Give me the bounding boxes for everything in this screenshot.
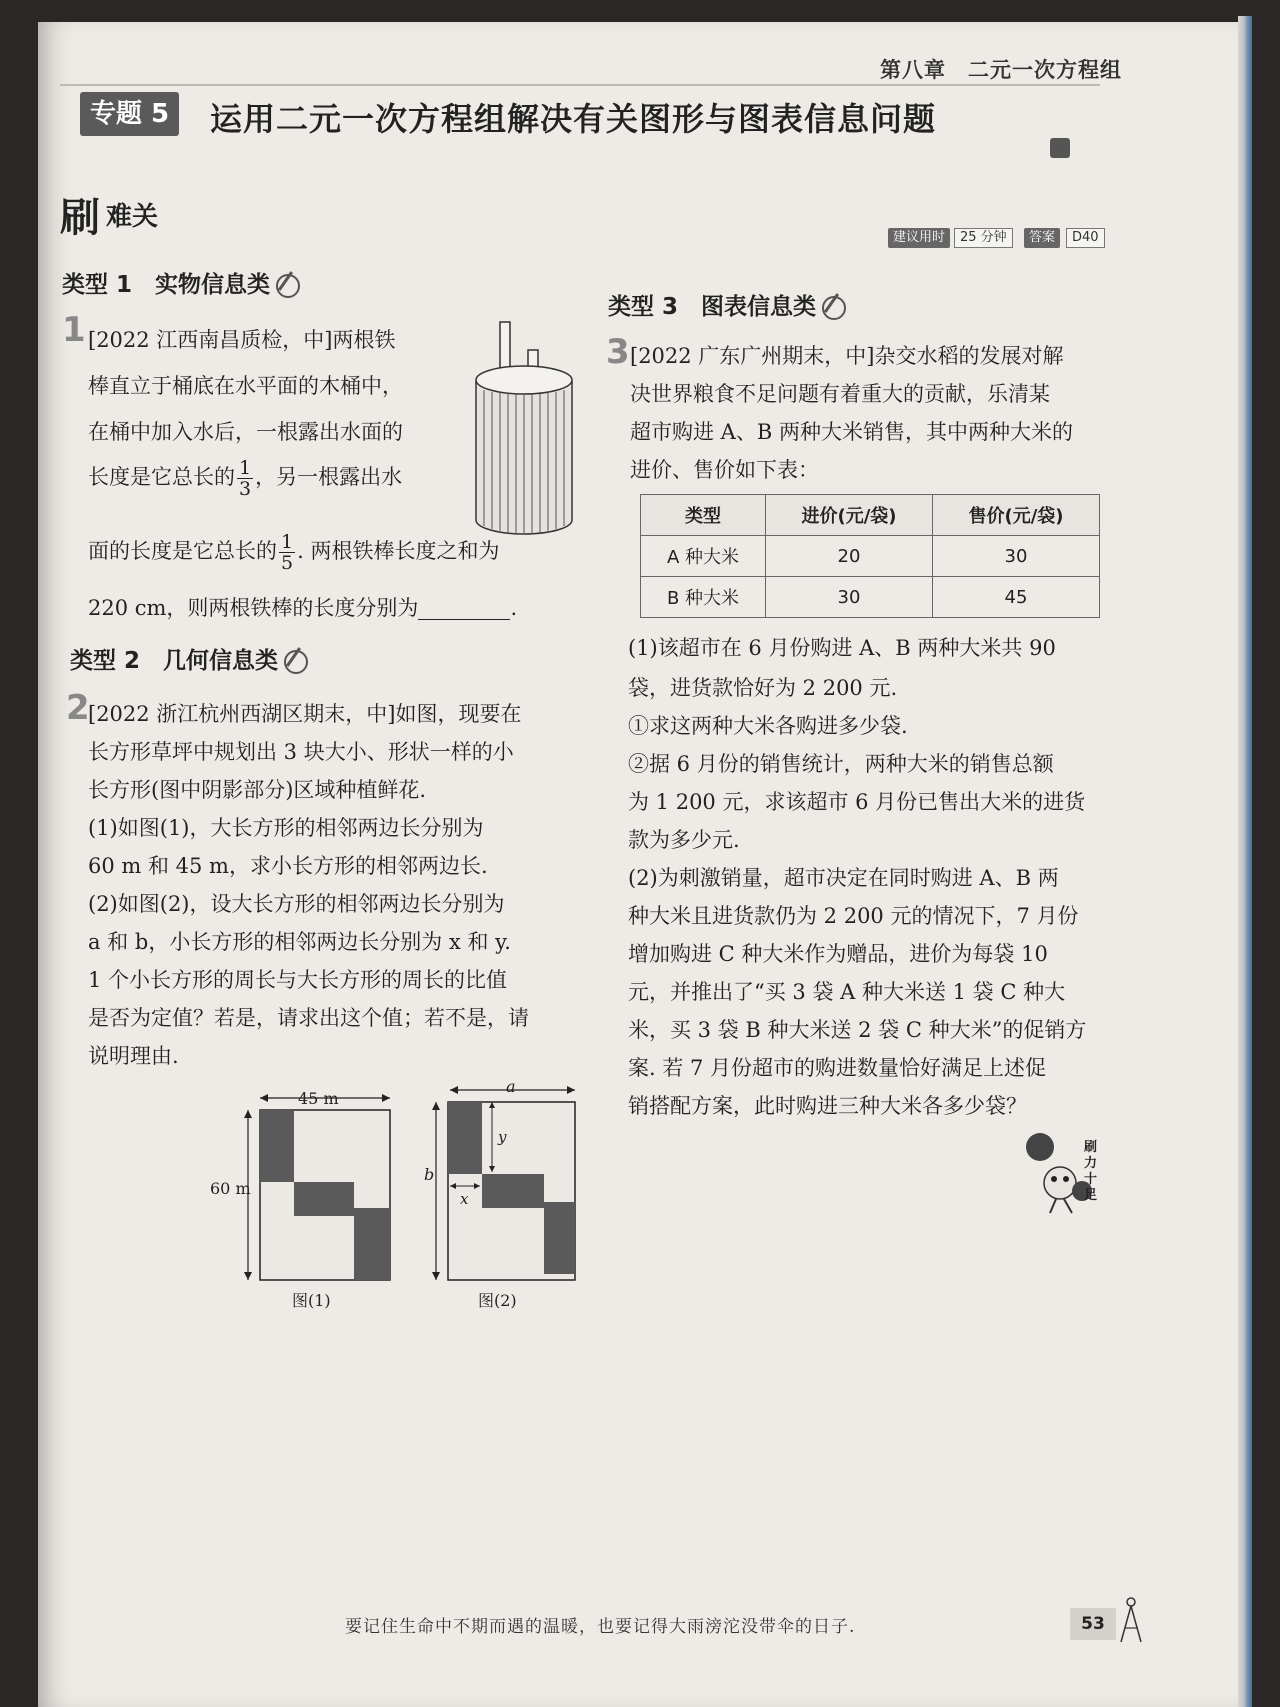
q3-part-line: ②据 6 月份的销售统计，两种大米的销售总额	[628, 752, 1054, 776]
fraction: $\frac{1}{3}$	[239, 457, 252, 500]
chapter-header: 第八章 二元一次方程组	[880, 57, 1122, 82]
q2-line: 1 个小长方形的周长与大长方形的周长的比值	[88, 968, 508, 992]
rice-price-table	[640, 494, 1100, 618]
puzzle-icon	[1050, 138, 1070, 158]
topic-title: 运用二元一次方程组解决有关图形与图表信息问题	[210, 100, 937, 138]
q3-part-line: ①求这两种大米各购进多少袋.	[628, 714, 908, 738]
q2-line: (1)如图(1)，大长方形的相邻两边长分别为	[88, 816, 484, 840]
table-header: 进价(元/袋)	[766, 495, 933, 536]
q2-line: 长方形草坪中规划出 3 块大小、形状一样的小	[88, 740, 514, 764]
fig1-height-label: 60 m	[210, 1179, 251, 1198]
fraction: $\frac{1}{5}$	[281, 531, 294, 574]
q3-part-line: 增加购进 C 种大米作为赠品，进价为每袋 10	[628, 942, 1048, 966]
q1-line: 220 cm，则两根铁棒的长度分别为 .	[88, 596, 518, 620]
q3-part-line: 为 1 200 元，求该超市 6 月份已售出大米的进货	[628, 790, 1086, 814]
mascot-text: 刷力十足	[1084, 1140, 1098, 1203]
section-title: 类型 1 实物信息类	[62, 266, 300, 299]
q3-part-line: 米，买 3 袋 B 种大米送 2 袋 C 种大米”的促销方	[628, 1018, 1087, 1042]
q3-part-line: 款为多少元.	[628, 828, 740, 852]
q3-line: 决世界粮食不足问题有着重大的贡献，乐清某	[630, 382, 1050, 406]
topic-badge: 专题 5	[80, 92, 179, 136]
answer-value: D40	[1066, 228, 1105, 248]
q2-line: (2)如图(2)，设大长方形的相邻两边长分别为	[88, 892, 505, 916]
fig2-height-label: b	[424, 1165, 435, 1184]
table-header-row	[641, 495, 1100, 536]
figure-1	[200, 1080, 410, 1310]
table-cell: B 种大米	[641, 577, 766, 618]
fig2-x-label: x	[460, 1190, 469, 1208]
fig2-width-label: a	[506, 1080, 516, 1096]
pen-icon	[284, 650, 308, 674]
q3-line: 超市购进 A、B 两种大米销售，其中两种大米的	[630, 420, 1073, 444]
q1-line: 在桶中加入水后，一根露出水面的	[88, 420, 403, 444]
q3-part-line: (1)该超市在 6 月份购进 A、B 两种大米共 90	[628, 636, 1056, 660]
q3-part-line: 种大米且进货款仍为 2 200 元的情况下，7 月份	[628, 904, 1079, 928]
q3-part-line: (2)为刺激销量，超市决定在同时购进 A、B 两	[628, 866, 1059, 890]
difficulty-label: 难关	[106, 202, 159, 232]
q2-line: [2022 浙江杭州西湖区期末，中]如图，现要在	[88, 702, 522, 726]
question-number: 3	[606, 332, 630, 372]
footer-quote: 要记住生命中不期而遇的温暖，也要记得大雨滂沱没带伞的日子.	[345, 1617, 856, 1637]
time-value: 25 分钟	[954, 228, 1013, 248]
question-number: 2	[66, 688, 90, 728]
table-cell: 45	[933, 577, 1100, 618]
table-cell: A 种大米	[641, 536, 766, 577]
fig1-width-label: 45 m	[298, 1089, 339, 1108]
book-edge	[1238, 16, 1252, 1707]
q1-line: 长度是它总长的 $\frac{1}{3}$ ，另一根露出水	[88, 457, 403, 500]
compass-icon	[1118, 1596, 1144, 1644]
table-row	[641, 577, 1100, 618]
q2-line: 60 m 和 45 m，求小长方形的相邻两边长.	[88, 854, 488, 878]
q1-line: 面的长度是它总长的 $\frac{1}{5}$ . 两根铁棒长度之和为	[88, 531, 500, 574]
pen-icon	[276, 274, 300, 298]
q2-line: 长方形(图中阴影部分)区域种植鲜花.	[88, 778, 427, 802]
q2-line: 说明理由.	[88, 1044, 179, 1068]
q3-part-line: 销搭配方案，此时购进三种大米各多少袋？	[628, 1094, 1027, 1118]
pen-icon	[822, 296, 846, 320]
page-number: 53	[1070, 1608, 1116, 1640]
table-row	[641, 536, 1100, 577]
fig2-y-label: y	[498, 1128, 507, 1146]
q3-part-line: 案. 若 7 月份超市的购进数量恰好满足上述促	[628, 1056, 1047, 1080]
answer-blank	[418, 599, 510, 620]
header-rule	[60, 84, 1100, 86]
time-tag: 建议用时	[888, 228, 950, 248]
q3-line: [2022 广东广州期末，中]杂交水稻的发展对解	[630, 344, 1064, 368]
q1-line: 棒直立于桶底在水平面的木桶中，	[88, 374, 403, 398]
q3-part-line: 元，并推出了“买 3 袋 A 种大米送 1 袋 C 种大	[628, 980, 1066, 1004]
barrel-illustration	[470, 320, 580, 550]
table-header: 类型	[641, 495, 766, 536]
table-cell: 30	[766, 577, 933, 618]
q3-line: 进价、售价如下表：	[630, 458, 819, 482]
q2-line: a 和 b，小长方形的相邻两边长分别为 x 和 y.	[88, 930, 511, 954]
question-number: 1	[62, 310, 86, 350]
table-cell: 20	[766, 536, 933, 577]
section-title: 类型 3 图表信息类	[608, 288, 846, 321]
answer-tag: 答案	[1024, 228, 1060, 248]
q1-line: [2022 江西南昌质检，中]两根铁	[88, 328, 396, 352]
fig1-caption: 图(1)	[292, 1291, 331, 1310]
table-header: 售价(元/袋)	[933, 495, 1100, 536]
figure-2	[420, 1080, 590, 1310]
q2-line: 是否为定值？若是，请求出这个值；若不是，请	[88, 1006, 529, 1030]
difficulty-char: 刷	[60, 195, 100, 241]
section-title: 类型 2 几何信息类	[70, 642, 308, 675]
table-cell: 30	[933, 536, 1100, 577]
q3-part-line: 袋，进货款恰好为 2 200 元.	[628, 676, 898, 700]
fig2-caption: 图(2)	[478, 1291, 517, 1310]
